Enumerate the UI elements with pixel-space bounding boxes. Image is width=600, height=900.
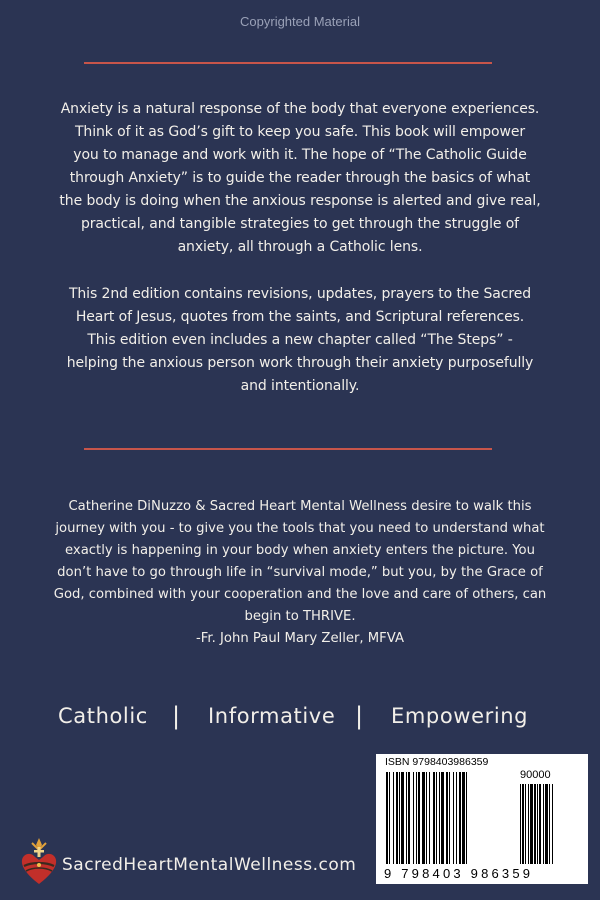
barcode-bar [439,772,440,864]
description-line: This edition even includes a new chapter called “The Steps” - [87,332,513,348]
description-line: helping the anxious person work through their anxiety purposefully [66,355,534,371]
description-line: Think of it as God’s gift to keep you safe. This book will empower [74,124,526,140]
tagline-row [0,704,600,738]
barcode-bar [399,772,400,864]
barcode-bar [446,772,448,864]
endorsement-line: God, combined with your cooperation and the love and care of others, can [53,587,547,602]
barcode-bar [386,772,388,864]
barcode-bar [393,772,394,864]
endorsement-line: journey with you - to give you the tools that you need to understand what [55,521,545,536]
tagline-separator: | [172,702,181,730]
barcode-bar [525,784,526,864]
description-line: through Anxiety” is to guide the reader through the basics of what [69,170,531,186]
barcode-bar [537,784,538,864]
barcode-bar [534,784,536,864]
barcode-bar [528,784,529,864]
tagline-separator: | [355,702,364,730]
description-line: the body is doing when the anxious response is alerted and give real, [59,193,541,209]
endorsement-line: begin to THRIVE. [244,609,356,624]
barcode-bar [429,772,430,864]
barcode-box [376,754,588,884]
endorsement-attribution: -Fr. John Paul Mary Zeller, MFVA [196,631,404,646]
description-line: Anxiety is a natural response of the body that everyone experiences. [60,101,540,117]
barcode-bar [433,772,435,864]
barcode-bar [413,772,414,864]
barcode-bar [406,772,407,864]
barcode-bar [545,784,548,864]
isbn-label: ISBN 9798403986359 [385,756,489,768]
tagline-catholic: Catholic [58,704,148,728]
description-line: anxiety, all through a Catholic lens. [177,239,423,255]
barcode-bar [530,784,533,864]
copyright-watermark: Copyrighted Material [240,14,360,29]
barcode-bars [376,754,588,884]
endorsement-line: Catherine DiNuzzo & Sacred Heart Mental Wellness desire to walk this [68,499,532,514]
description-paragraph-1 [40,98,560,259]
sacred-heart-icon [18,836,60,888]
barcode-bar [459,772,461,864]
endorsement-line: exactly is happening in your body when anxiety enters the picture. You [65,543,535,558]
website-url: SacredHeartMentalWellness.com [62,855,357,875]
barcode-bar [453,772,454,864]
barcode-bar [520,784,521,864]
barcode-bar [522,784,524,864]
description-line: and intentionally. [240,378,360,394]
barcode-bar [422,772,425,864]
barcode-bar [549,784,550,864]
endorsement-line: don’t have to go through life in “survival mode,” but you, by the Grace of [57,565,543,580]
barcode-bar [543,784,544,864]
barcode-bar [552,784,553,864]
barcode-bar [466,772,467,864]
barcode-bar [389,772,390,864]
barcode-bar [456,772,457,864]
barcode-bar [462,772,465,864]
description-line: practical, and tangible strategies to get through the struggle of [80,216,520,232]
barcode-bar [449,772,450,864]
endorsement-quote [30,496,570,650]
barcode-bar [418,772,420,864]
barcode-bar [436,772,437,864]
description-paragraph-2 [40,283,560,398]
barcode-bar [416,772,417,864]
barcode-bar [426,772,427,864]
price-code: 90000 [520,769,551,781]
barcode-bar [408,772,410,864]
description-line: This 2nd edition contains revisions, updates, prayers to the Sacred [68,286,532,302]
barcode-bar [441,772,444,864]
description-line: Heart of Jesus, quotes from the saints, and Scriptural references. [75,309,525,325]
divider-top [84,62,492,64]
description-line: you to manage and work with it. The hope of “The Catholic Guide [73,147,527,163]
barcode-bar [401,772,404,864]
tagline-empowering: Empowering [391,704,529,728]
tagline-informative: Informative [208,704,336,728]
barcode-bar [396,772,398,864]
barcode-bar [539,784,541,864]
divider-middle [84,448,492,450]
ean-digits: 9 798403 986359 [384,866,534,881]
